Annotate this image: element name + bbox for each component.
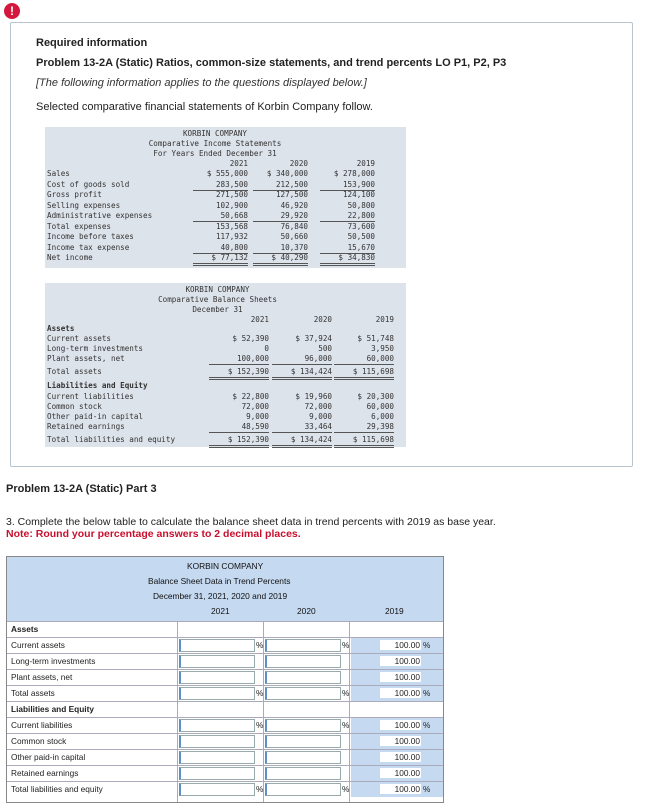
bs-cell: $ 52,390	[232, 334, 269, 343]
applies-note: [The following information applies to the questions displayed below.]	[36, 77, 367, 89]
bs-cell: $ 22,800	[232, 392, 269, 401]
table-row	[7, 685, 443, 701]
is-row-label: Total expenses	[47, 221, 112, 231]
bs-cell: 72,000	[304, 402, 332, 411]
intro-text: Selected comparative financial statements of Korbin Company follow.	[36, 101, 373, 113]
is-cell: 15,670	[320, 243, 375, 254]
is-cell: 124,100	[342, 190, 375, 199]
trend-2021-input[interactable]	[179, 671, 255, 684]
table-row	[7, 733, 443, 749]
is-cell: 50,800	[347, 200, 375, 210]
base-year-value: 100.00	[380, 768, 421, 778]
trend-2020-input[interactable]	[265, 719, 341, 732]
base-year-value: 100.00	[380, 752, 421, 762]
percent-sign: %	[342, 784, 350, 794]
percent-sign: %	[256, 784, 264, 794]
percent-sign: %	[256, 688, 264, 698]
is-cell: 127,500	[275, 190, 308, 199]
bs-title: Comparative Balance Sheets	[158, 295, 277, 304]
is-cell: 40,800	[193, 243, 248, 254]
table-row	[7, 749, 443, 765]
bs-row-label: Total liabilities and equity	[47, 435, 176, 444]
balance-sheet	[45, 283, 406, 447]
row-label: Retained earnings	[11, 768, 79, 778]
required-info-label: Required information	[36, 37, 148, 49]
table-row	[7, 637, 443, 653]
bs-cell: 9,000	[309, 412, 332, 421]
bs-cell: 3,950	[371, 344, 394, 353]
is-cell: 271,500	[215, 190, 248, 199]
bs-period: December 31	[192, 305, 243, 314]
is-cell: 212,500	[253, 180, 308, 191]
bs-company: KORBIN COMPANY	[185, 285, 250, 294]
trend-percent-table	[6, 556, 444, 803]
problem-title: Problem 13-2A (Static) Ratios, common-size statements, and trend percents LO P1, P2, P3	[36, 57, 507, 69]
trend-2021-input[interactable]	[179, 719, 255, 732]
percent-sign: %	[256, 640, 264, 650]
trend-year-2020: 2020	[297, 606, 316, 616]
is-cell: $ 340,000	[266, 169, 308, 178]
bs-cell: 9,000	[246, 412, 269, 421]
bs-year-header: 2021	[250, 315, 269, 324]
bs-row-label: Other paid-in capital	[47, 412, 144, 421]
is-row-label: Income tax expense	[47, 242, 130, 252]
bs-cell: 60,000	[334, 354, 394, 365]
is-cell: 50,500	[347, 232, 375, 241]
section-header-row	[7, 621, 443, 637]
trend-2020-input[interactable]	[265, 735, 341, 748]
bs-liab-heading: Liabilities and Equity	[47, 381, 148, 390]
is-year-header: 2020	[289, 159, 308, 168]
is-cell: 153,900	[320, 180, 375, 191]
bs-row-label: Retained earnings	[47, 422, 125, 431]
bs-cell: 500	[318, 344, 332, 353]
row-label: Total assets	[11, 688, 55, 698]
is-cell: 50,660	[280, 232, 308, 241]
is-cell: 117,932	[215, 232, 248, 241]
is-cell: 46,920	[280, 200, 308, 210]
is-cell: $ 555,000	[206, 169, 248, 178]
bs-cell: 29,398	[334, 422, 394, 433]
bs-cell: $ 134,424	[272, 435, 332, 448]
bs-row-label: Current assets	[47, 334, 112, 343]
percent-sign: %	[423, 784, 431, 794]
row-label: Current liabilities	[11, 720, 73, 730]
is-cell: 153,568	[215, 221, 248, 231]
row-label: Current assets	[11, 640, 65, 650]
is-cell: $ 34,830	[320, 253, 375, 266]
is-cell: 29,920	[253, 211, 308, 222]
section-header-row	[7, 701, 443, 717]
part3-question: 3. Complete the below table to calculate the balance sheet data in trend percents with 2019 as base year.	[6, 516, 496, 528]
bs-row-label: Long-term investments	[47, 344, 144, 353]
bs-row-label: Current liabilities	[47, 392, 134, 401]
row-label: Other paid-in capital	[11, 752, 86, 762]
is-company: KORBIN COMPANY	[182, 129, 247, 138]
trend-company: KORBIN COMPANY	[187, 561, 264, 571]
base-year-value: 100.00	[380, 672, 421, 682]
table-row	[7, 653, 443, 669]
bs-cell: $ 115,698	[334, 367, 394, 380]
base-year-value: 100.00	[380, 720, 421, 730]
percent-sign: %	[423, 640, 431, 650]
trend-2020-input[interactable]	[265, 671, 341, 684]
is-year-header: 2019	[356, 159, 375, 168]
row-label: Total liabilities and equity	[11, 784, 103, 794]
bs-cell: 48,590	[209, 422, 269, 433]
bs-cell: 6,000	[371, 412, 394, 421]
bs-cell: 60,000	[366, 402, 394, 411]
bs-cell: $ 152,390	[209, 367, 269, 380]
table-row	[7, 765, 443, 781]
trend-2020-input[interactable]	[265, 655, 341, 668]
bs-cell: $ 152,390	[209, 435, 269, 448]
bs-cell: $ 115,698	[334, 435, 394, 448]
bs-cell: 100,000	[209, 354, 269, 365]
bs-cell: $ 19,960	[295, 392, 332, 401]
is-row-label: Cost of goods sold	[47, 179, 130, 189]
alert-icon: !	[4, 3, 20, 19]
bs-row-label: Common stock	[47, 402, 102, 411]
bs-row-label: Total assets	[47, 367, 102, 376]
is-row-label: Income before taxes	[47, 232, 134, 241]
bs-cell: $ 51,748	[357, 334, 394, 343]
percent-sign: %	[342, 640, 350, 650]
is-cell: 76,840	[280, 221, 308, 231]
is-cell: $ 278,000	[333, 169, 375, 178]
is-row-label: Gross profit	[47, 190, 102, 199]
trend-title: Balance Sheet Data in Trend Percents	[148, 576, 291, 586]
percent-sign: %	[423, 720, 431, 730]
trend-2021-input[interactable]	[179, 751, 255, 764]
trend-year-2021: 2021	[211, 606, 230, 616]
bs-year-header: 2020	[313, 315, 332, 324]
base-year-value: 100.00	[380, 640, 421, 650]
is-cell: $ 40,290	[253, 253, 308, 266]
is-cell: 283,500	[193, 180, 248, 191]
table-row	[7, 717, 443, 733]
trend-2020-input[interactable]	[265, 783, 341, 796]
table-row	[7, 669, 443, 685]
percent-sign: %	[423, 688, 431, 698]
section-label: Liabilities and Equity	[11, 704, 94, 714]
row-label: Long-term investments	[11, 656, 96, 666]
is-cell: 73,600	[347, 221, 375, 231]
is-cell: 22,800	[320, 211, 375, 222]
is-row-label: Administrative expenses	[47, 211, 153, 220]
bs-cell: $ 20,300	[357, 392, 394, 401]
bs-row-label: Plant assets, net	[47, 354, 125, 363]
bs-cell: 33,464	[272, 422, 332, 433]
row-label: Plant assets, net	[11, 672, 73, 682]
trend-year-2019: 2019	[385, 606, 404, 616]
bs-year-header: 2019	[375, 315, 394, 324]
trend-2021-input[interactable]	[179, 735, 255, 748]
is-cell: 10,370	[253, 243, 308, 254]
bs-cell: 72,000	[241, 402, 269, 411]
percent-sign: %	[256, 720, 264, 730]
bs-cell: 96,000	[272, 354, 332, 365]
trend-2021-input[interactable]	[179, 655, 255, 668]
is-cell: $ 77,132	[193, 253, 248, 266]
percent-sign: %	[342, 688, 350, 698]
trend-2021-input[interactable]	[179, 767, 255, 780]
base-year-value: 100.00	[380, 736, 421, 746]
trend-2020-input[interactable]	[265, 639, 341, 652]
trend-table-header	[7, 557, 443, 621]
row-label: Common stock	[11, 736, 67, 746]
trend-2021-input[interactable]	[179, 783, 255, 796]
base-year-value: 100.00	[380, 656, 421, 666]
bs-cell: 0	[264, 344, 269, 353]
trend-2020-input[interactable]	[265, 767, 341, 780]
is-title: Comparative Income Statements	[148, 139, 282, 148]
trend-2020-input[interactable]	[265, 751, 341, 764]
is-row-label: Sales	[47, 169, 70, 178]
part3-title: Problem 13-2A (Static) Part 3	[6, 483, 157, 495]
is-period: For Years Ended December 31	[153, 149, 277, 158]
bs-cell: $ 134,424	[272, 367, 332, 380]
percent-sign: %	[342, 720, 350, 730]
rounding-note: Note: Round your percentage answers to 2 decimal places.	[6, 528, 301, 540]
is-year-header: 2021	[229, 159, 248, 168]
trend-period: December 31, 2021, 2020 and 2019	[153, 591, 288, 601]
trend-2021-input[interactable]	[179, 687, 255, 700]
section-label: Assets	[11, 624, 39, 634]
is-row-label: Selling expenses	[47, 200, 121, 210]
base-year-value: 100.00	[380, 688, 421, 698]
table-row	[7, 781, 443, 797]
income-statement	[45, 127, 406, 268]
trend-2021-input[interactable]	[179, 639, 255, 652]
is-row-label: Net income	[47, 253, 93, 262]
bs-assets-heading: Assets	[47, 324, 75, 333]
trend-2020-input[interactable]	[265, 687, 341, 700]
is-cell: 102,900	[215, 200, 248, 210]
is-cell: 50,668	[193, 211, 248, 222]
base-year-value: 100.00	[380, 784, 421, 794]
bs-cell: $ 37,924	[295, 334, 332, 343]
